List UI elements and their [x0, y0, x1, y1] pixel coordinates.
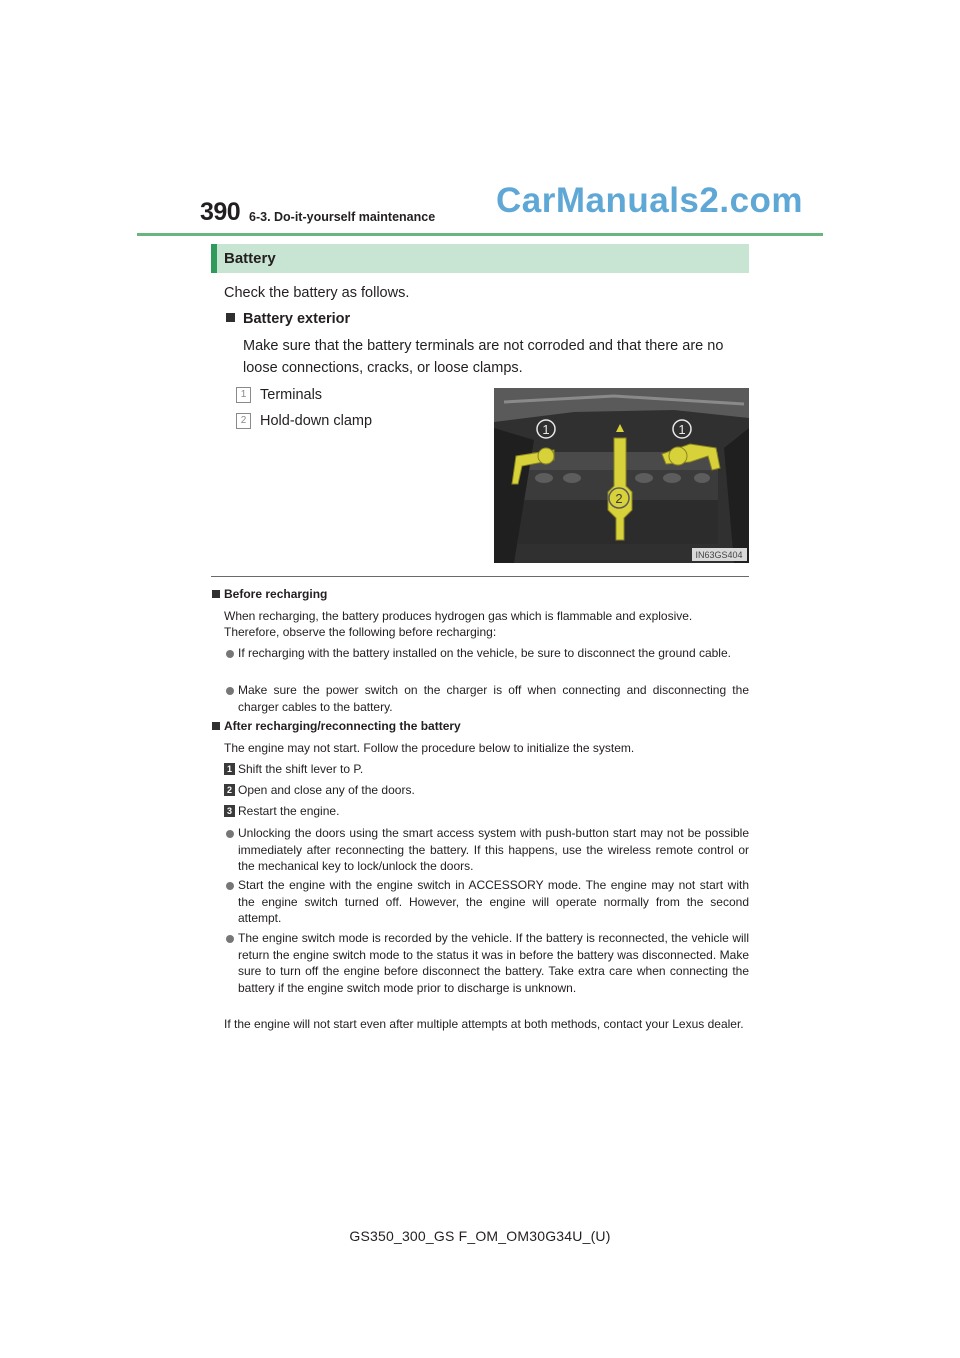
- page-number: 390: [200, 198, 241, 226]
- callout-number-2: 2: [236, 413, 251, 429]
- header-rule: [137, 233, 823, 236]
- subheading-exterior: Battery exterior: [243, 311, 351, 327]
- subheading-before-recharging: Before recharging: [224, 587, 328, 601]
- callout-label-clamp: Hold-down clamp: [260, 413, 373, 429]
- callout-number-1: 1: [236, 387, 251, 403]
- photo-marker-1b: 1: [678, 422, 686, 437]
- after-intro: The engine may not start. Follow the procedure below to initialize the system.: [224, 741, 635, 755]
- section-title: 6-3. Do-it-yourself maintenance: [249, 210, 436, 224]
- square-bullet-icon: [212, 590, 220, 598]
- watermark-text: CarManuals2.com: [496, 181, 804, 220]
- step-text-2: Open and close any of the doors.: [238, 783, 415, 797]
- bullet-dot-icon: [226, 830, 234, 838]
- heading-bar: [211, 244, 749, 273]
- before-bullet-2: Make sure the power switch on the charger is off when connecting and disconnecting the charger cables to the battery.: [238, 683, 749, 714]
- after-bullet-3: The engine switch mode is recorded by the vehicle. If the battery is reconnected, the vehicle will return the engine switch mode to the status it was in before the battery was disconnected. Make sure to turn off the engine before disconnect the battery. Take extra care when connecting the battery if the engine switch mode prior to discharge is unknown.: [238, 931, 749, 995]
- square-bullet-icon: [226, 313, 235, 322]
- callout-label-terminals: Terminals: [260, 387, 323, 403]
- exterior-body-line1: Make sure that the battery terminals are not corroded and that there are no: [243, 338, 724, 354]
- before-text-line1: When recharging, the battery produces hydrogen gas which is flammable and explosive.: [224, 609, 693, 623]
- bullet-dot-icon: [226, 650, 234, 658]
- bullet-dot-icon: [226, 882, 234, 890]
- section-divider: [211, 576, 749, 577]
- figure-code: IN63GS404: [695, 550, 743, 560]
- bullet-dot-icon: [226, 935, 234, 943]
- after-bullet-2: Start the engine with the engine switch in ACCESSORY mode. The engine may not start with the engine switch turned off. However, the engine will operate normally from the second attempt.: [238, 878, 749, 925]
- before-bullet-1: If recharging with the battery installed on the vehicle, be sure to disconnect the ground cable.: [238, 646, 731, 660]
- square-bullet-icon: [212, 722, 220, 730]
- photo-marker-1a: 1: [542, 422, 550, 437]
- step-number-3: 3: [224, 805, 235, 817]
- bullet-dot-icon: [226, 687, 234, 695]
- after-bullet-1: Unlocking the doors using the smart access system with push-button start may not be possible immediately after reconnecting the battery. If this happens, use the wireless remote control or the mechanical key to lock/unlock the doors.: [238, 826, 749, 873]
- photo-marker-2: 2: [615, 491, 623, 506]
- heading-accent: [211, 244, 217, 273]
- before-text-line2: Therefore, observe the following before recharging:: [224, 625, 497, 639]
- intro-text: Check the battery as follows.: [224, 285, 410, 301]
- step-text-3: Restart the engine.: [238, 804, 340, 818]
- footer-doc-code: GS350_300_GS F_OM_OM30G34U_(U): [349, 1228, 611, 1244]
- closing-text: If the engine will not start even after multiple attempts at both methods, contact your Lexus dealer.: [224, 1017, 744, 1031]
- step-text-1: Shift the shift lever to P.: [238, 762, 364, 776]
- exterior-body-line2: loose connections, cracks, or loose clamps.: [243, 360, 523, 376]
- subheading-after-recharging: After recharging/reconnecting the battery: [224, 719, 461, 733]
- step-number-1: 1: [224, 763, 235, 775]
- step-number-2: 2: [224, 784, 235, 796]
- section-heading: Battery: [224, 250, 276, 267]
- battery-photo: [494, 388, 749, 563]
